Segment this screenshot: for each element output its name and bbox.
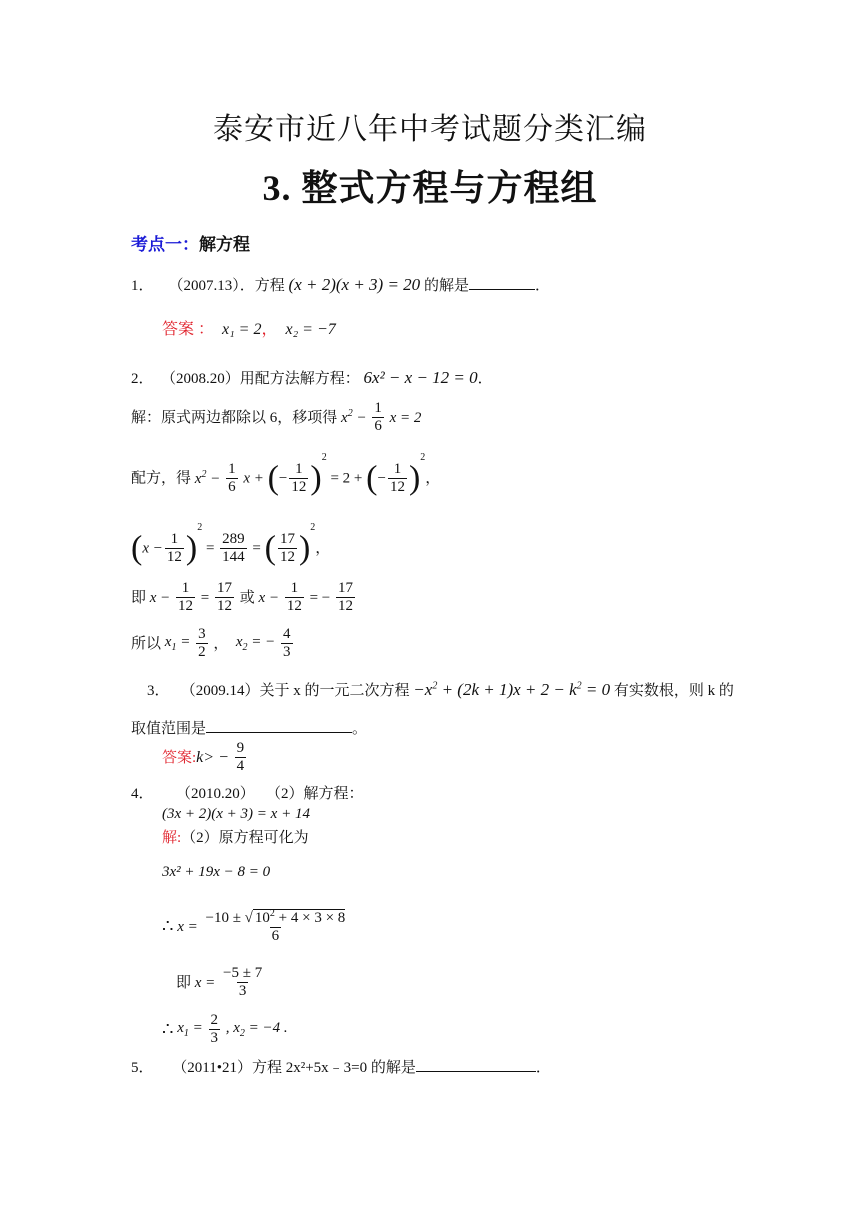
math: (: [366, 459, 378, 497]
a1-x2: x₂ = −7: [285, 321, 336, 338]
q4-number: 4．: [131, 786, 154, 802]
q3-tail: 有实数根，则 k 的: [613, 683, 734, 699]
answer-3: 答案:k> − $\frac{9}{4}$: [162, 740, 245, 775]
math: x = 2: [389, 409, 422, 426]
math: x +: [243, 470, 264, 487]
question-2: [131, 368, 493, 388]
a3-label: 答案:: [162, 749, 197, 766]
section-label: 考点一：: [131, 235, 199, 254]
fraction: $\frac{9}{4}$: [236, 740, 245, 775]
q2-equation: 6x² − x − 12 = 0: [363, 368, 478, 387]
answer-1: [162, 320, 336, 339]
math: (: [267, 459, 279, 497]
q4-part: （2）解方程：: [266, 786, 364, 802]
fraction: $\frac{1}{6}$: [374, 400, 382, 435]
q5-end: ．: [535, 1060, 551, 1076]
q1-answer-blank: [469, 275, 535, 290]
page-title: 泰安市近八年中考试题分类汇编: [213, 113, 647, 146]
math: $x^2$ −: [341, 408, 367, 427]
q2-end: ．: [477, 371, 493, 387]
fraction: $\frac{4}{3}$: [283, 626, 291, 661]
q3-end: 。: [352, 721, 368, 737]
solution-2-step2: 配方，得 $x^2$ − $\frac{1}{6}$ x + (− $\frac{1}{12}$ )$^2$ = 2 + (− $\frac{1}{12}$ )$^2$，: [131, 452, 441, 497]
s2b-text: 配方，得: [131, 470, 192, 487]
s2a-text: 解：原式两边都除以 6，移项得: [131, 409, 338, 426]
therefore-symbol: ∴: [162, 915, 174, 936]
therefore-symbol: ∴: [162, 1018, 174, 1039]
fraction: $\frac{17}{12}$: [279, 530, 295, 566]
fraction: $\frac{1}{12}$: [166, 530, 182, 566]
s2d-text: 即: [131, 589, 147, 606]
s2e-text: 所以: [131, 635, 162, 652]
q1-source: （2007.13）．方程: [168, 278, 285, 294]
q3-source: （2009.14）关于 x 的一元二次方程: [180, 683, 410, 699]
q3-number: 3．: [147, 683, 170, 699]
q5-answer-blank: [416, 1057, 536, 1072]
fraction: $\frac{-5 \pm 7}{3}$: [223, 965, 263, 1000]
question-1: [131, 275, 550, 295]
math: $x^2$ −: [194, 469, 221, 488]
solution-2-step4: 即 x − $\frac{1}{12}$ = $\frac{17}{12}$ 或 x − $\frac{1}{12}$ = − $\frac{17}{12}$: [131, 580, 353, 615]
q1-end: ．: [534, 278, 550, 294]
q5-number: 5．: [131, 1060, 154, 1076]
q1-equation: (x + 2)(x + 3) = 20: [288, 275, 421, 294]
a4-ji: 即: [176, 974, 192, 991]
q5-source: （2011•21）方程 2x²+5x﹣3=0 的解是: [172, 1060, 416, 1076]
fraction: $\frac{1}{12}$: [286, 580, 302, 615]
a4-simplified: 即 x = $\frac{-5 \pm 7}{3}$: [176, 965, 263, 1000]
a4-result: ∴ $x_1$ = $\frac{2}{3}$ , $x_2 = -4$ .: [162, 1012, 288, 1047]
fraction: $\frac{17}{12}$: [337, 580, 353, 615]
solution-2-step1: [131, 400, 421, 436]
math: ): [298, 529, 311, 567]
page-subtitle: 3. 整式方程与方程组: [262, 168, 598, 208]
fraction: $\frac{-10 \pm √ 10^2 + 4 \times 3 \times 8}{6}$: [205, 908, 346, 945]
a1-sep: ，: [261, 321, 278, 338]
a4-label: 解:: [162, 830, 182, 846]
a4-text: （2）原方程可化为: [181, 830, 309, 846]
math: (: [264, 529, 276, 567]
fraction: $\frac{17}{12}$: [217, 580, 233, 615]
math: = 2 +: [330, 470, 363, 487]
section-heading: [131, 230, 250, 255]
q3-line2: 取值范围是: [131, 721, 207, 737]
q4-equation: (3x + 2)(x + 3) = x + 14: [162, 806, 310, 822]
answer-4-intro: [162, 829, 309, 847]
math: ): [408, 459, 421, 497]
question-5: [131, 1057, 551, 1077]
solution-2-result: 所以 $x_1$ = $\frac{3}{2}$ ， $x_2$ = − $\frac{4}{3}$: [131, 626, 291, 661]
q3-answer-blank: [206, 718, 352, 733]
question-3: [147, 680, 734, 700]
fraction: $\frac{3}{2}$: [198, 626, 206, 661]
q1-tail: 的解是: [423, 278, 469, 294]
q2-number: 2．: [131, 371, 154, 387]
q3-equation: $-x^2 + (2k + 1)x + 2 - k^2 = 0$: [413, 680, 611, 699]
question-3-line2: [131, 718, 367, 738]
fraction: $\frac{1}{12}$: [291, 460, 307, 496]
fraction: $\frac{1}{12}$: [389, 460, 405, 496]
section-name: 解方程: [199, 235, 250, 254]
fraction: $\frac{289}{144}$: [222, 530, 245, 566]
math: ): [185, 529, 198, 567]
fraction: $\frac{2}{3}$: [210, 1012, 218, 1047]
fraction: $\frac{1}{12}$: [178, 580, 194, 615]
question-4: [131, 785, 364, 803]
a4-equation1: 3x² + 19x − 8 = 0: [162, 864, 271, 880]
solution-2-step3: (x − $\frac{1}{12}$ )$^2$ = $\frac{289}{144}$ = ( $\frac{17}{12}$ )$^2$，: [131, 522, 331, 567]
a1-label: 答案 ：: [162, 321, 215, 338]
q4-source: （2010.20）: [176, 786, 255, 802]
q1-number: 1．: [131, 278, 154, 294]
math: ): [310, 459, 322, 497]
a4-formula: ∴ x = $\frac{-10 \pm √ 10^2 + 4 \times 3 \times 8}{6}$: [162, 908, 346, 945]
q2-source: （2008.20）用配方法解方程：: [161, 371, 360, 387]
math: (: [131, 529, 143, 567]
fraction: $\frac{1}{6}$: [228, 460, 236, 496]
a1-x1: x₁ = 2: [222, 321, 262, 338]
